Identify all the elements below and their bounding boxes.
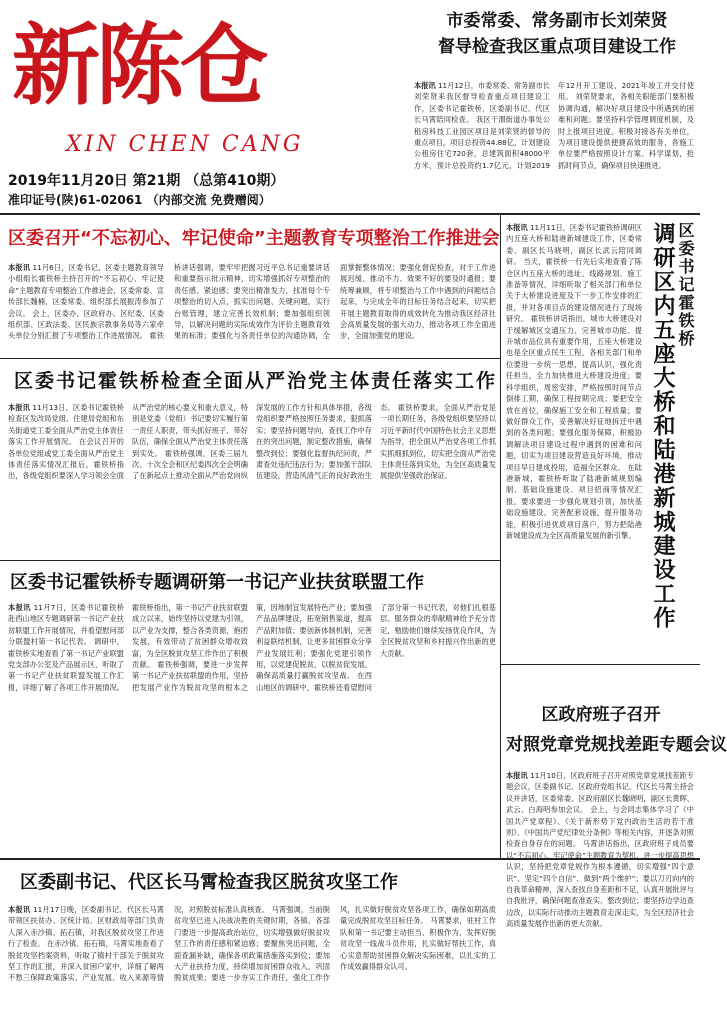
- article-education-headline: 区委召开“不忘初心、牢记使命”主题教育专项整治工作推进会: [8, 228, 500, 249]
- article-bridges-lead: 本报讯: [506, 223, 528, 232]
- article-bridges-headline: [646, 222, 696, 642]
- divider: [500, 664, 700, 665]
- divider: [0, 213, 700, 215]
- article-inspection-body: [414, 80, 694, 200]
- article-meeting-body: [506, 770, 694, 929]
- article-poverty-check-text: 11月17日晚，区委副书记、代区长马霄带领区扶贫办、区统计局、区财政局等部门负责人深入赤沙镇、拓石镇，对我区脱贫攻坚工作进行了检查。 在赤沙镇、拓石镇，马霄实地查看了脱贫攻坚档案资料，听取了镇村干部关于脱贫攻坚工作的汇报，并深入贫困户家中，详细了解两不愁三保障政策落实、产业发展、收入来源等情况，对照脱贫标准认真核查。 马霄强调，当前脱贫攻坚已进入决战决胜的关键时期，各镇、各部门要进一步提高政治站位，切实增强做好脱贫攻坚工作的责任感和紧迫感；要聚焦突出问题，全面查漏补缺，确保各项政策措施落实到位；要加大产业扶持力度，持续增加贫困群众收入，巩固脱贫成果；要进一步夯实工作责任，强化工作作风，扎实做好脱贫攻坚各项工作，确保如期高质量完成脱贫攻坚目标任务。 马霄要求，驻村工作队和第一书记要主动担当、积极作为，发挥好脱贫攻坚一线战斗员作用，扎实做好帮扶工作，真心实意帮助贫困群众解决实际困难，以扎实的工作成效赢得群众认可。: [8, 905, 496, 983]
- article-poverty-union-headline: 区委书记霍铁桥专题调研第一书记产业扶贫联盟工作: [10, 572, 424, 593]
- article-education-lead: 本报讯: [8, 263, 31, 272]
- article-poverty-union-lead: 本报讯: [8, 603, 31, 612]
- article-bridges-headline-line2: 调研区内五座大桥和陆港新城建设工作: [650, 222, 675, 630]
- article-meeting-headline-line1: 区政府班子召开: [541, 705, 661, 725]
- article-meeting-lead: 本报讯: [506, 771, 528, 780]
- column-divider: [500, 214, 501, 858]
- article-party-duty-lead: 本报讯: [8, 403, 30, 412]
- article-poverty-check-lead: 本报讯: [8, 905, 31, 914]
- article-inspection-headline: [424, 8, 690, 60]
- article-inspection-headline-line1: 市委常委、常务副市长刘荣贤: [446, 11, 668, 31]
- issue-line: 2019年11月20日 第21期 （总第410期）: [8, 173, 285, 189]
- article-bridges-text: 11月11日，区委书记霍铁桥调研区内五座大桥和陆港新城建设工作，区委常委、副区长马晓明，副区长武云陪同调研。 当天，霍铁桥一行先后实地查看了陈仓区内五座大桥的选址、线路规划、施工准备等情况，详细听取了相关部门和单位关于大桥建设进度及下一步工作安排的汇报，并对各项目点的建设情况进行了现场研究。 霍铁桥讲话指出，城市大桥建设对于缓解城区交通压力、完善城市功能、提升城市品位具有重要作用，五座大桥建设也是全区重点民生工程，各相关部门和单位要进一步统一思想，提高认识，强化责任担当，全力加快推进大桥建设进度；要科学组织，周密安排，严格按照时间节点倒排工期，确保工程按期完成；要把安全放在首位，确保施工安全和工程质量；要做好群众工作，妥善解决好征地拆迁中遇到的各类问题；要强化服务保障，积极协调解决项目建设过程中遇到的困难和问题，切实为项目建设营造良好环境，推动项目早日建成投用，造福全区群众。 在陆港新城，霍铁桥听取了陆港新城规划编制、基础设施建设、项目招商等情况汇报，要求要进一步强化规划引领，加快基础设施建设，完善配套设施，提升服务功能，积极引进优质项目落户，努力把陆港新城建设成为全区高质量发展的新引擎。: [506, 223, 642, 540]
- article-party-duty-body: [8, 402, 496, 552]
- article-poverty-check-body: [8, 904, 496, 1030]
- article-poverty-union-body: [8, 602, 496, 798]
- masthead-pinyin: XIN CHEN CANG: [66, 132, 304, 157]
- article-meeting-headline: [506, 700, 727, 760]
- article-poverty-union-text: 11月7日，区委书记霍铁桥赴西山地区专题调研第一书记产业扶贫联盟工作开展情况，并看望慰问部分联盟村第一书记代表。 调研中，霍铁桥实地查看了第一书记产业联盟党支部办公室及产品展示区，听取了第一书记产业扶贫联盟发展工作汇报，详细了解了各项工作开展情况。 霍铁桥指出，第一书记产业扶贫联盟成立以来，始终坚持以党建为引领，以产业为支撑，整合各类资源，抱团发展，有效带动了贫困群众增收致富，为全区脱贫攻坚工作作出了积极贡献。 霍铁桥强调，要进一步发挥第一书记产业扶贫联盟的作用，坚持把发展产业作为脱贫攻坚的根本之策，因地制宜发展特色产业；要加强产品品牌建设，拓宽销售渠道，提高产品附加值；要创新体制机制，完善利益联结机制，让更多贫困群众分享产业发展红利；要强化党建引领作用，以党建促脱贫，以脱贫促发展，确保高质量打赢脱贫攻坚战。 在西山地区的调研中，霍铁桥还看望慰问了部分第一书记代表，对他们扎根基层、服务群众的奉献精神给予充分肯定，勉励他们继续发扬优良作风，为全区脱贫攻坚和乡村振兴作出新的更大贡献。: [8, 603, 496, 692]
- article-poverty-check-headline: 区委副书记、代区长马霄检查我区脱贫攻坚工作: [20, 872, 398, 893]
- article-meeting-headline-line2: 对照党章党规找差距专题会议: [506, 735, 727, 755]
- article-education-text: 11月6日，区委书记、区委主题教育领导小组组长霍铁桥主持召开的“不忘初心、牢记使命”主题教育专项整治工作推进会，区委常委、宣传部长魏楠，区委常委、组织部长展振涛参加了会议。 会上，区委办、区政府办、区纪委、区委组织部、区政法委、区民族宗教事务局等六家牵头单位分别汇报了专项整治工作进展情况。 霍铁桥讲话强调，要牢牢把握习近平总书记重要讲话和重要指示批示精神，切实增强抓好专项整治的责任感、紧迫感；要突出精准发力，找准每个专项整治的切入点，抓实出问题、关键问题，实行台账管理，建立完善长效机制；要加强组织领导，以解决问题的实际成效作为评价主题教育效果的标准；要强化与各责任单位的沟通协调，全面掌握整体情况；要强化督促检查，对于工作进展迟缓、推动不力、效果不好的要及时通报；要统筹兼顾，将专项整治与工作中遇到的问题结合起来，与完成全年的目标任务结合起来，切实把开展主题教育取得的成效转化为推动我区经济社会高质量发展的强大动力，推动各项工作全面进步，全面加强党的建设。: [8, 263, 496, 341]
- masthead-title: 新陈仓: [12, 13, 265, 117]
- article-inspection-headline-line2: 督导检查我区重点项目建设工作: [438, 37, 676, 57]
- article-meeting-text: 11月10日，区政府班子召开对照党章党规找差距专题会议，区委副书记、区政府党组书记、代区长马霄主持会议并讲话，区委常委、区政府副区长魏晓明，副区长黄晖、武云、白海明参加会议。 会上，与会同志集体学习了《中国共产党章程》、《关于新形势下党内政治生活的若干准则》、《中国共产党纪律处分条例》等相关内容，并逐条对照检查自身存在的问题。 马霄讲话指出，区政府班子成员要以“不忘初心、牢记使命”主题教育为契机，进一步提高思想认识，坚持把党章党规作为根本遵循，切实增强“四个意识”、坚定“四个自信”、做到“两个维护”；要以刀刃向内的自我革命精神，深入查找自身差距和不足，认真开展批评与自我批评，确保问题查准查实、整改到位；要坚持边学边查边改，以实际行动推动主题教育走深走实，为全区经济社会高质量发展作出新的更大贡献。: [506, 771, 694, 929]
- article-inspection-lead: 本报讯: [414, 81, 436, 90]
- article-bridges-body: [506, 222, 642, 654]
- article-bridges-headline-line1: 区委书记霍铁桥: [676, 222, 695, 348]
- divider: [0, 358, 500, 359]
- divider: [0, 560, 500, 561]
- article-inspection-text: 11月12日，市委常委、常务副市长刘荣贤来我区督导检查重点项目建设工作，区委书记霍铁桥，区委副书记、代区长马霄陪同检查。 我区干渭街道办事处公租房科技工业园区项目是刘荣贤的督导的重点项目，项目总投资44.88亿，计划建设公租房住宅720套，总建筑面积48000平方米，预计总投资约1.7亿元，计划2019年12月开工建设，2021年竣工并交付使用。 刘荣贤要求，各相关职能部门要积极协调沟通，解决好项目建设中所遇到的困难和问题；要坚持科学管理调度机制，及时上报项目进度，积极对接各有关单位，为项目建设提供便捷高效的服务，各施工单位要严格按照设计方案、科学谋划，抢抓时间节点，确保项目快速推进。: [414, 81, 694, 170]
- permit-line: 准印证号(陕)61-02061 （内部交流 免费赠阅）: [8, 193, 271, 207]
- article-party-duty-text: 11月13日，区委书记霍铁桥检查区发改局党组、住建局党组和东关街道党工委全面从严治党主体责任落实工作开展情况。 在会议召开的各单位党组或党工委全面从严治党主体责任落实情况汇报后，霍铁桥指出，各级党组织要深入学习领会全面从严治党的核心要义和重大意义，特别是党委（党组）书记要切实履行第一责任人职责，带头抓好班子、带好队伍，确保全面从严治党主体责任落到实处。 霍铁桥强调，区委三届九次、十次全会和区纪委四次全会明确了在新起点上推动全面从严治党向纵深发展的工作方针和具体举措，各级党组织要严格按照任务要求，狠抓落实；要坚持问题导向，查找工作中存在的突出问题，制定整改措施，确保整改到位；要强化监督执纪问责，严肃查处违纪违法行为；要加强干部队伍建设，营造风清气正的良好政治生态。 霍铁桥要求，全面从严治党是一项长期任务，各级党组织要坚持以习近平新时代中国特色社会主义思想为指导，把全面从严治党各项工作抓实抓细抓到位，切实把全面从严治党主体责任落到实处，为全区高质量发展提供坚强政治保证。: [8, 403, 496, 481]
- article-education-body: [8, 262, 496, 354]
- article-party-duty-headline: 区委书记霍铁桥检查全面从严治党主体责任落实工作: [14, 370, 498, 392]
